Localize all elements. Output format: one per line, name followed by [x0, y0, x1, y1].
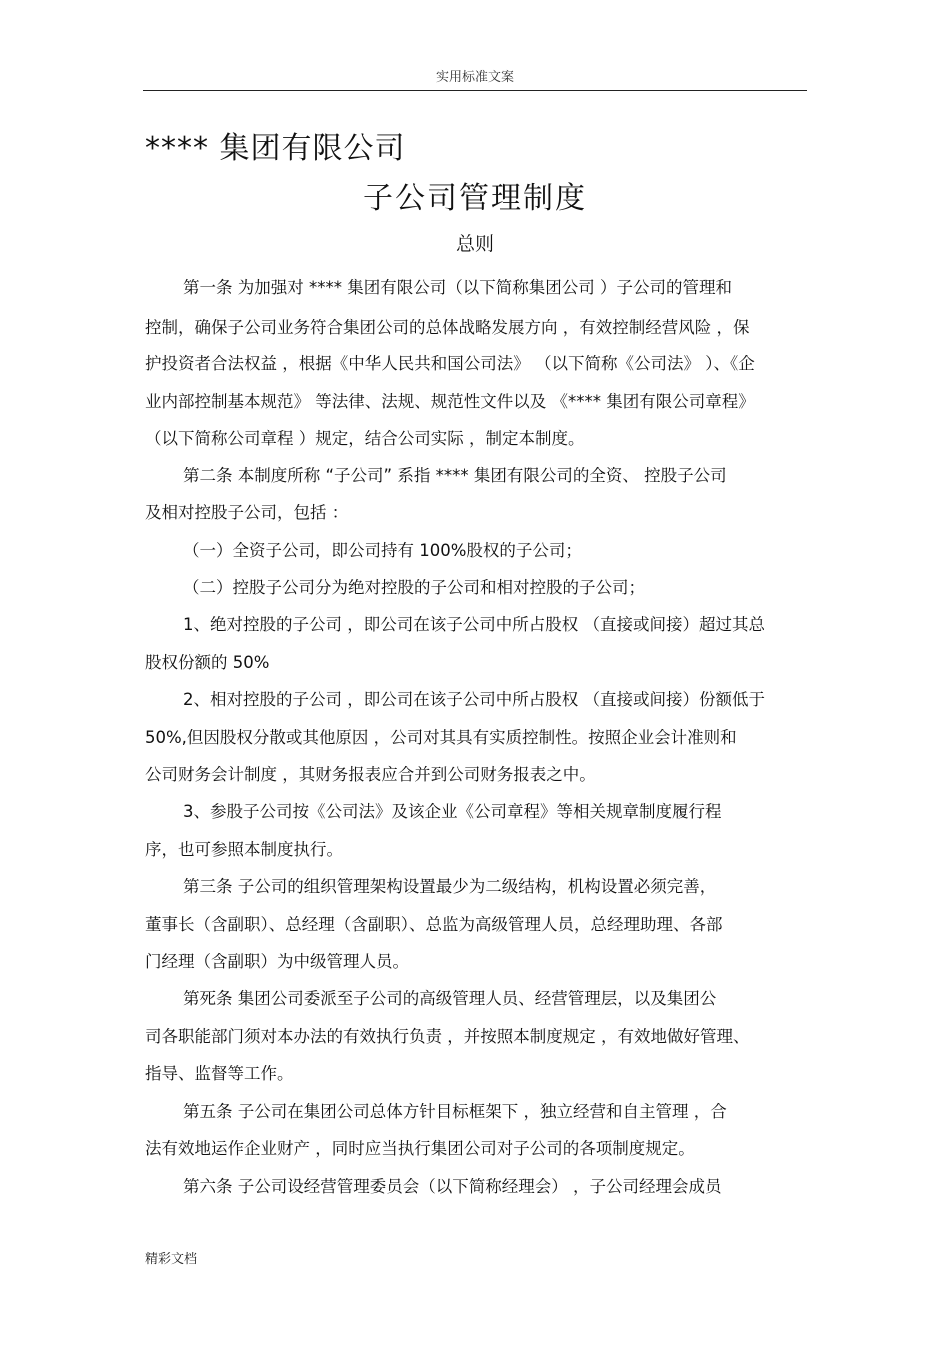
- company-title: **** 集团有限公司: [145, 131, 406, 166]
- text-line: 3、参股子公司按《公司法》及该企业《公司章程》等相关规章制度履行程: [183, 802, 722, 821]
- text-line: 第三条 子公司的组织管理架构设置最少为二级结构，机构设置必须完善，: [183, 877, 717, 896]
- text-line: （二）控股子公司分为绝对控股的子公司和相对控股的子公司；: [183, 578, 645, 597]
- text-line: 第六条 子公司设经营管理委员会（以下简称经理会） ，子公司经理会成员: [183, 1177, 722, 1196]
- page-footer: 精彩文档: [145, 1252, 198, 1267]
- header-rule: [143, 90, 807, 91]
- text-line: 公司财务会计制度 ，其财务报表应合并到公司财务报表之中。: [145, 765, 596, 784]
- text-line: 第一条 为加强对 **** 集团有限公司（以下简称集团公司 ）子公司的管理和: [183, 278, 732, 297]
- text-line: 第死条 集团公司委派至子公司的高级管理人员、经营管理层，以及集团公: [183, 989, 717, 1008]
- text-line: 董事长（含副职）、总经理（含副职）、总监为高级管理人员，总经理助理、各部: [145, 915, 723, 934]
- text-line: 护投资者合法权益 ，根据《中华人民共和国公司法》 （以下简称《公司法》 ）、《企: [145, 354, 755, 373]
- text-line: 业内部控制基本规范》 等法律、法规、规范性文件以及 《**** 集团有限公司章程》: [145, 392, 755, 411]
- text-line: 第五条 子公司在集团公司总体方针目标框架下 ，独立经营和自主管理 ，合: [183, 1102, 727, 1121]
- text-line: 2、相对控股的子公司 ，即公司在该子公司中所占股权 （直接或间接）份额低于: [183, 690, 765, 709]
- text-line: 序，也可参照本制度执行。: [145, 840, 343, 859]
- text-line: （以下简称公司章程 ）规定，结合公司实际 ，制定本制度。: [145, 429, 585, 448]
- text-line: （一）全资子公司，即公司持有 100%股权的子公司；: [183, 541, 582, 560]
- text-line: 司各职能部门须对本办法的有效执行负责 ，并按照本制度规定 ，有效地做好管理、: [145, 1027, 750, 1046]
- document-title: 子公司管理制度: [363, 181, 587, 216]
- chapter-title: 总则: [455, 233, 494, 255]
- text-line: 股权份额的 50%: [145, 653, 270, 672]
- text-line: 第二条 本制度所称 “子公司” 系指 **** 集团有限公司的全资、 控股子公司: [183, 466, 727, 485]
- text-line: 指导、监督等工作。: [145, 1064, 294, 1083]
- text-line: 1、绝对控股的子公司 ，即公司在该子公司中所占股权 （直接或间接）超过其总: [183, 615, 765, 634]
- page-header: 实用标准文案: [435, 70, 514, 85]
- text-line: 50%,但因股权分散或其他原因 ，公司对其具有实质控制性。按照企业会计准则和: [145, 728, 737, 747]
- text-line: 控制，确保子公司业务符合集团公司的总体战略发展方向 ，有效控制经营风险 ，保: [145, 318, 750, 337]
- text-line: 法有效地运作企业财产 ，同时应当执行集团公司对子公司的各项制度规定。: [145, 1139, 695, 1158]
- text-line: 门经理（含副职）为中级管理人员。: [145, 952, 409, 971]
- text-line: 及相对控股子公司，包括 ：: [145, 503, 349, 522]
